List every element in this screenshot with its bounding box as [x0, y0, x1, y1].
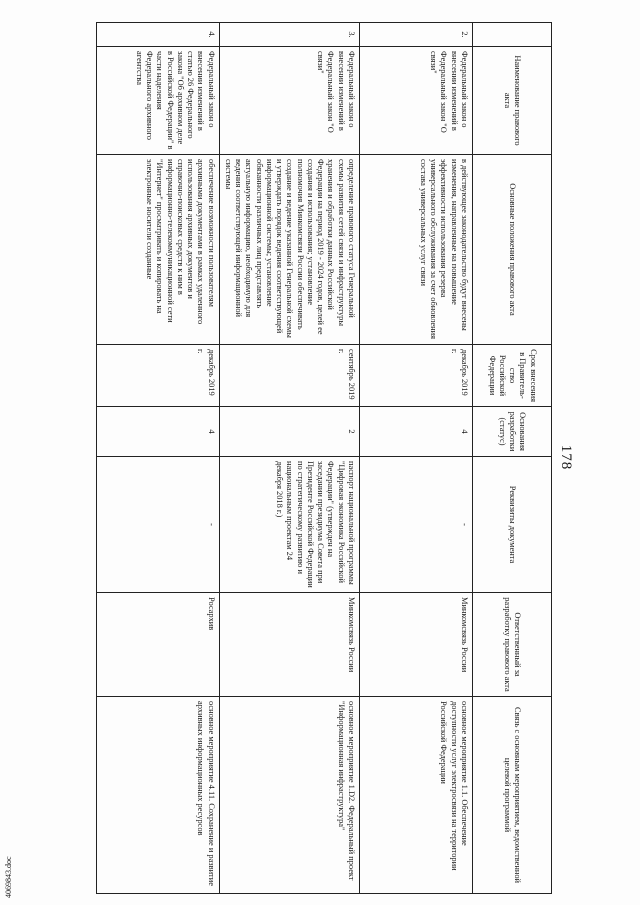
act-deadline: декабрь 2019 г. [96, 345, 219, 407]
legal-acts-table [96, 22, 552, 894]
act-requisites: - [360, 457, 473, 593]
act-link: основное мероприятие 1.1. Обеспечение доступности услуг электросвязи на территории Российской Федерации [360, 697, 473, 894]
act-link: основное мероприятие 4.11. Сохранение и развитие архивных информационных ресурсов [96, 697, 219, 894]
header-link: Связь с основным мероприятием, ведомственной целевой программой [473, 697, 552, 894]
footer-doc-id [4, 856, 16, 898]
act-name: Федеральный закон о внесении изменений в Федеральный закон "О связи" [219, 47, 359, 155]
act-responsible: Минкомсвязь России [219, 593, 359, 697]
header-number [473, 23, 552, 47]
act-requisites: паспорт национальной программы "Цифровая экономика Российской Федерации" (утвержден на заседании президиума Совета при Президенте Российской Федерации по стратегическому развитию и национальным проектам 24 декабря 2018 г.) [219, 457, 359, 593]
table-row [219, 23, 359, 894]
act-name: Федеральный закон о внесении изменений в Федеральный закон "О связи" [360, 47, 473, 155]
doc-id-text: 4069843.doc [4, 856, 13, 898]
header-responsible: Ответственный за разработку правового акта [473, 593, 552, 697]
header-deadline: Срок внесения в Правитель-ство Российской Федерации [473, 345, 552, 407]
act-responsible: Минкомсвязь России [360, 593, 473, 697]
act-basis: 2 [219, 407, 359, 457]
header-requisites: Реквизиты документа [473, 457, 552, 593]
rotated-content [135, 22, 580, 893]
act-basis: 4 [360, 407, 473, 457]
act-deadline: декабрь 2019 г. [360, 345, 473, 407]
act-link: основное мероприятие 1.D2. Федеральный проект "Информационная инфраструктура" [219, 697, 359, 894]
table-row [96, 23, 219, 894]
act-basis: 4 [96, 407, 219, 457]
act-requisites: - [96, 457, 219, 593]
act-provisions: в действующее законодательство будут внесены изменения, направленные на повышение эффективности использования резерва универсального обслуживания за счет обновления состава универсальных услуг связи [360, 155, 473, 345]
row-number: 2. [360, 23, 473, 47]
table-header-row [473, 23, 552, 894]
header-act-name: Наименование правового акта [473, 47, 552, 155]
row-number: 3. [219, 23, 359, 47]
row-number: 4. [96, 23, 219, 47]
act-deadline: сентябрь 2019 г. [219, 345, 359, 407]
act-name: Федеральный закон о внесении изменений в статью 26 Федерального закона "Об архивном деле в Российской Федерации" в части наделения Федерального архивного агентства [96, 47, 219, 155]
header-basis: Основания разработки (статус) [473, 407, 552, 457]
act-provisions: обеспечение возможности пользователям архивными документами в рамках удаленного использования архивных документов и справочно-поисковых средств к ним в информационно-телекоммуникационной сети "Интернет" просматривать и копировать на электронные носители созданные [96, 155, 219, 345]
act-provisions: определение правового статуса Генеральной схемы развития сетей связи и инфраструктуры хранения и обработки данных Российской Федерации на период 2019 - 2024 годов, целей ее создания и использования; установление полномочия Минкомсвязи России обеспечивать создание и ведение указанной Генеральной схемы и утверждать порядок ведения соответствующей информационной системы; установление обязанности различных лиц представлять актуальную информацию, необходимую для ведения соответствующей информационной системы [219, 155, 359, 345]
table-row [360, 23, 473, 894]
page-number: 178 [558, 444, 574, 471]
header-provisions: Основные положения правового акта [473, 155, 552, 345]
act-responsible: Росархив [96, 593, 219, 697]
